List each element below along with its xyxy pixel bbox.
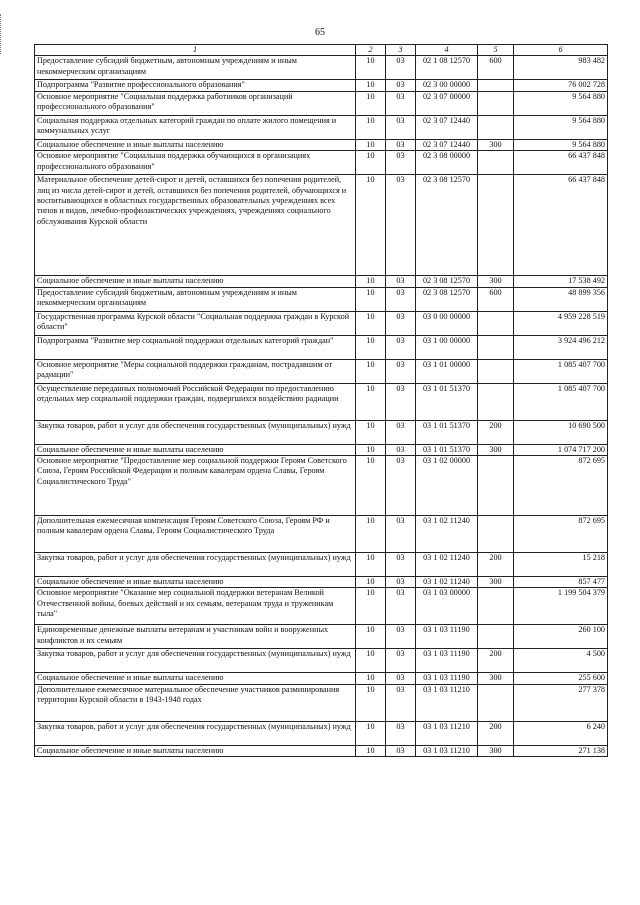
row-section: 10 [356, 444, 386, 455]
row-target-article: 02 3 00 00000 [416, 80, 478, 91]
header-cell-5: 5 [478, 45, 514, 56]
row-description: Основное мероприятие "Социальная поддержка обучающихся в организациях профессионального образования" [35, 151, 356, 175]
row-description: Осуществление переданных полномочий Российской Федерации по предоставлению отдельных мер социальной поддержки граждан, подвергшихся воздействию радиации [35, 383, 356, 420]
row-subsection: 03 [386, 553, 416, 577]
row-target-article: 03 1 03 11190 [416, 649, 478, 673]
budget-table [34, 44, 608, 757]
row-expense-type: 200 [478, 649, 514, 673]
row-target-article: 03 1 00 00000 [416, 335, 478, 359]
row-description: Социальное обеспечение и иные выплаты населению [35, 745, 356, 756]
row-expense-type [478, 588, 514, 625]
row-amount: 3 924 496 212 [514, 335, 608, 359]
table-row [35, 175, 608, 276]
row-subsection: 03 [386, 91, 416, 115]
row-subsection: 03 [386, 673, 416, 684]
row-expense-type [478, 516, 514, 553]
row-expense-type: 300 [478, 444, 514, 455]
row-description: Социальное обеспечение и иные выплаты населению [35, 139, 356, 150]
row-amount: 4 959 228 519 [514, 311, 608, 335]
row-subsection: 03 [386, 649, 416, 673]
row-amount: 66 437 848 [514, 175, 608, 276]
row-target-article: 02 3 08 12570 [416, 276, 478, 287]
table-body [35, 56, 608, 757]
row-subsection: 03 [386, 276, 416, 287]
row-target-article: 02 3 08 00000 [416, 151, 478, 175]
row-amount: 6 240 [514, 721, 608, 745]
row-expense-type: 300 [478, 577, 514, 588]
row-subsection: 03 [386, 420, 416, 444]
row-section: 10 [356, 721, 386, 745]
row-target-article: 03 1 02 11240 [416, 577, 478, 588]
row-expense-type [478, 80, 514, 91]
table-row [35, 287, 608, 311]
row-expense-type [478, 335, 514, 359]
row-target-article: 03 1 03 00000 [416, 588, 478, 625]
table-row [35, 625, 608, 649]
table-row [35, 745, 608, 756]
row-target-article: 02 3 08 12570 [416, 175, 478, 276]
row-subsection: 03 [386, 311, 416, 335]
row-target-article: 03 1 02 11240 [416, 553, 478, 577]
row-amount: 255 600 [514, 673, 608, 684]
row-expense-type: 300 [478, 673, 514, 684]
row-description: Социальное обеспечение и иные выплаты населению [35, 444, 356, 455]
row-expense-type: 300 [478, 745, 514, 756]
row-section: 10 [356, 287, 386, 311]
row-amount: 9 564 880 [514, 115, 608, 139]
table-row [35, 553, 608, 577]
row-expense-type: 200 [478, 420, 514, 444]
row-amount: 872 695 [514, 456, 608, 516]
row-section: 10 [356, 625, 386, 649]
table-row [35, 115, 608, 139]
row-amount: 277 378 [514, 684, 608, 721]
row-subsection: 03 [386, 383, 416, 420]
table-row [35, 383, 608, 420]
row-target-article: 03 0 00 00000 [416, 311, 478, 335]
row-target-article: 03 1 03 11210 [416, 721, 478, 745]
row-expense-type [478, 359, 514, 383]
row-subsection: 03 [386, 151, 416, 175]
header-cell-6: 6 [514, 45, 608, 56]
table-row [35, 359, 608, 383]
page-number: 65 [315, 27, 325, 38]
row-subsection: 03 [386, 139, 416, 150]
row-subsection: 03 [386, 577, 416, 588]
row-target-article: 03 1 01 51370 [416, 420, 478, 444]
row-target-article: 03 1 01 00000 [416, 359, 478, 383]
row-section: 10 [356, 139, 386, 150]
row-amount: 9 564 880 [514, 139, 608, 150]
row-description: Основное мероприятие "Социальная поддержка работников организаций профессионального образования" [35, 91, 356, 115]
table-row [35, 516, 608, 553]
row-description: Дополнительное ежемесячное материальное обеспечение участников разминирования территории Курской области в 1943-1948 годах [35, 684, 356, 721]
header-row [35, 45, 608, 56]
row-description: Закупка товаров, работ и услуг для обеспечения государственных (муниципальных) нужд [35, 649, 356, 673]
row-section: 10 [356, 673, 386, 684]
row-section: 10 [356, 684, 386, 721]
table-row [35, 91, 608, 115]
row-subsection: 03 [386, 721, 416, 745]
row-expense-type [478, 625, 514, 649]
row-expense-type [478, 456, 514, 516]
row-section: 10 [356, 588, 386, 625]
row-subsection: 03 [386, 588, 416, 625]
table-row [35, 151, 608, 175]
row-amount: 76 002 728 [514, 80, 608, 91]
row-description: Государственная программа Курской области "Социальная поддержка граждан в Курской области" [35, 311, 356, 335]
row-description: Закупка товаров, работ и услуг для обеспечения государственных (муниципальных) нужд [35, 420, 356, 444]
row-expense-type: 300 [478, 139, 514, 150]
row-target-article: 02 1 08 12570 [416, 56, 478, 80]
row-section: 10 [356, 80, 386, 91]
table-row [35, 673, 608, 684]
table-row [35, 577, 608, 588]
row-section: 10 [356, 553, 386, 577]
row-section: 10 [356, 577, 386, 588]
row-section: 10 [356, 115, 386, 139]
row-expense-type: 300 [478, 276, 514, 287]
table-row [35, 684, 608, 721]
row-description: Подпрограмма "Развитие мер социальной поддержки отдельных категорий граждан" [35, 335, 356, 359]
row-subsection: 03 [386, 287, 416, 311]
table-row [35, 649, 608, 673]
table-row [35, 588, 608, 625]
row-subsection: 03 [386, 444, 416, 455]
row-section: 10 [356, 359, 386, 383]
row-expense-type [478, 91, 514, 115]
row-expense-type: 200 [478, 721, 514, 745]
row-target-article: 03 1 03 11190 [416, 625, 478, 649]
row-amount: 1 085 407 700 [514, 359, 608, 383]
row-subsection: 03 [386, 56, 416, 80]
row-target-article: 03 1 03 11210 [416, 745, 478, 756]
row-section: 10 [356, 745, 386, 756]
row-section: 10 [356, 56, 386, 80]
table-row [35, 721, 608, 745]
row-subsection: 03 [386, 516, 416, 553]
row-expense-type: 600 [478, 56, 514, 80]
row-target-article: 03 1 01 51370 [416, 383, 478, 420]
row-section: 10 [356, 516, 386, 553]
row-expense-type [478, 115, 514, 139]
row-amount: 4 500 [514, 649, 608, 673]
row-expense-type [478, 684, 514, 721]
row-amount: 9 564 880 [514, 91, 608, 115]
row-target-article: 03 1 02 11240 [416, 516, 478, 553]
row-description: Социальная поддержка отдельных категорий граждан по оплате жилого помещения и коммунальных услуг [35, 115, 356, 139]
header-cell-1: 1 [35, 45, 356, 56]
row-amount: 271 138 [514, 745, 608, 756]
table-row [35, 56, 608, 80]
row-target-article: 02 3 07 12440 [416, 139, 478, 150]
row-section: 10 [356, 311, 386, 335]
row-amount: 10 690 500 [514, 420, 608, 444]
header-cell-2: 2 [356, 45, 386, 56]
row-section: 10 [356, 276, 386, 287]
row-section: 10 [356, 383, 386, 420]
row-target-article: 02 3 07 00000 [416, 91, 478, 115]
row-amount: 1 074 717 200 [514, 444, 608, 455]
row-subsection: 03 [386, 359, 416, 383]
row-subsection: 03 [386, 684, 416, 721]
row-target-article: 02 3 07 12440 [416, 115, 478, 139]
row-description: Закупка товаров, работ и услуг для обеспечения государственных (муниципальных) нужд [35, 721, 356, 745]
table-row [35, 139, 608, 150]
row-section: 10 [356, 151, 386, 175]
row-subsection: 03 [386, 745, 416, 756]
row-expense-type [478, 175, 514, 276]
row-subsection: 03 [386, 175, 416, 276]
row-amount: 1 199 504 379 [514, 588, 608, 625]
table-row [35, 276, 608, 287]
table-row [35, 311, 608, 335]
table-row [35, 335, 608, 359]
row-description: Дополнительная ежемесячная компенсация Героям Советского Союза, Героям РФ и полным кавалерам ордена Славы, Героям Социалистического Труда [35, 516, 356, 553]
row-subsection: 03 [386, 625, 416, 649]
row-description: Социальное обеспечение и иные выплаты населению [35, 673, 356, 684]
row-subsection: 03 [386, 335, 416, 359]
row-expense-type [478, 311, 514, 335]
row-subsection: 03 [386, 456, 416, 516]
row-section: 10 [356, 649, 386, 673]
row-target-article: 03 1 01 51370 [416, 444, 478, 455]
row-amount: 857 477 [514, 577, 608, 588]
row-description: Единовременные денежные выплаты ветеранам и участникам войн и вооруженных конфликтов и их семьям [35, 625, 356, 649]
row-section: 10 [356, 456, 386, 516]
row-section: 10 [356, 335, 386, 359]
row-description: Предоставление субсидий бюджетным, автономным учреждениям и иным некоммерческим организациям [35, 56, 356, 80]
row-target-article: 03 1 02 00000 [416, 456, 478, 516]
row-amount: 66 437 848 [514, 151, 608, 175]
row-description: Основное мероприятие "Оказание мер социальной поддержки ветеранам Великой Отечественной войны, боевых действий и их семьям, ветеранам труда и труженикам тыла" [35, 588, 356, 625]
row-amount: 17 538 492 [514, 276, 608, 287]
row-section: 10 [356, 175, 386, 276]
row-description: Социальное обеспечение и иные выплаты населению [35, 577, 356, 588]
row-amount: 1 085 407 700 [514, 383, 608, 420]
row-amount: 48 899 356 [514, 287, 608, 311]
row-description: Материальное обеспечение детей-сирот и детей, оставшихся без попечения родителей, лиц из числа детей-сирот и детей, оставшихся без попечения родителей, обучающихся и воспитывающихся в областных государственных образовательных учреждениях всех типов и видов, лечебно-профилактических учреждениях, учреждениях социального обслуживания Курской области [35, 175, 356, 276]
row-description: Предоставление субсидий бюджетным, автономным учреждениям и иным некоммерческим организациям [35, 287, 356, 311]
row-subsection: 03 [386, 115, 416, 139]
table-row [35, 80, 608, 91]
row-description: Основное мероприятие "Предоставление мер социальной поддержки Героям Советского Союза, Героям Российской Федерации и полным кавалерам ордена Славы, Героям Социалистического Труда" [35, 456, 356, 516]
table-row [35, 444, 608, 455]
row-amount: 15 218 [514, 553, 608, 577]
row-description: Основное мероприятие "Меры социальной поддержки гражданам, пострадавшим от радиации" [35, 359, 356, 383]
row-description: Подпрограмма "Развитие профессионального образования" [35, 80, 356, 91]
row-subsection: 03 [386, 80, 416, 91]
row-description: Закупка товаров, работ и услуг для обеспечения государственных (муниципальных) нужд [35, 553, 356, 577]
table-row [35, 456, 608, 516]
header-cell-3: 3 [386, 45, 416, 56]
header-cell-4: 4 [416, 45, 478, 56]
row-description: Социальное обеспечение и иные выплаты населению [35, 276, 356, 287]
row-section: 10 [356, 91, 386, 115]
table-row [35, 420, 608, 444]
row-amount: 983 482 [514, 56, 608, 80]
row-section: 10 [356, 420, 386, 444]
row-expense-type: 200 [478, 553, 514, 577]
row-target-article: 03 1 03 11210 [416, 684, 478, 721]
row-expense-type: 600 [478, 287, 514, 311]
row-amount: 872 695 [514, 516, 608, 553]
row-target-article: 03 1 03 11190 [416, 673, 478, 684]
row-amount: 260 100 [514, 625, 608, 649]
row-target-article: 02 3 08 12570 [416, 287, 478, 311]
row-expense-type [478, 151, 514, 175]
row-expense-type [478, 383, 514, 420]
